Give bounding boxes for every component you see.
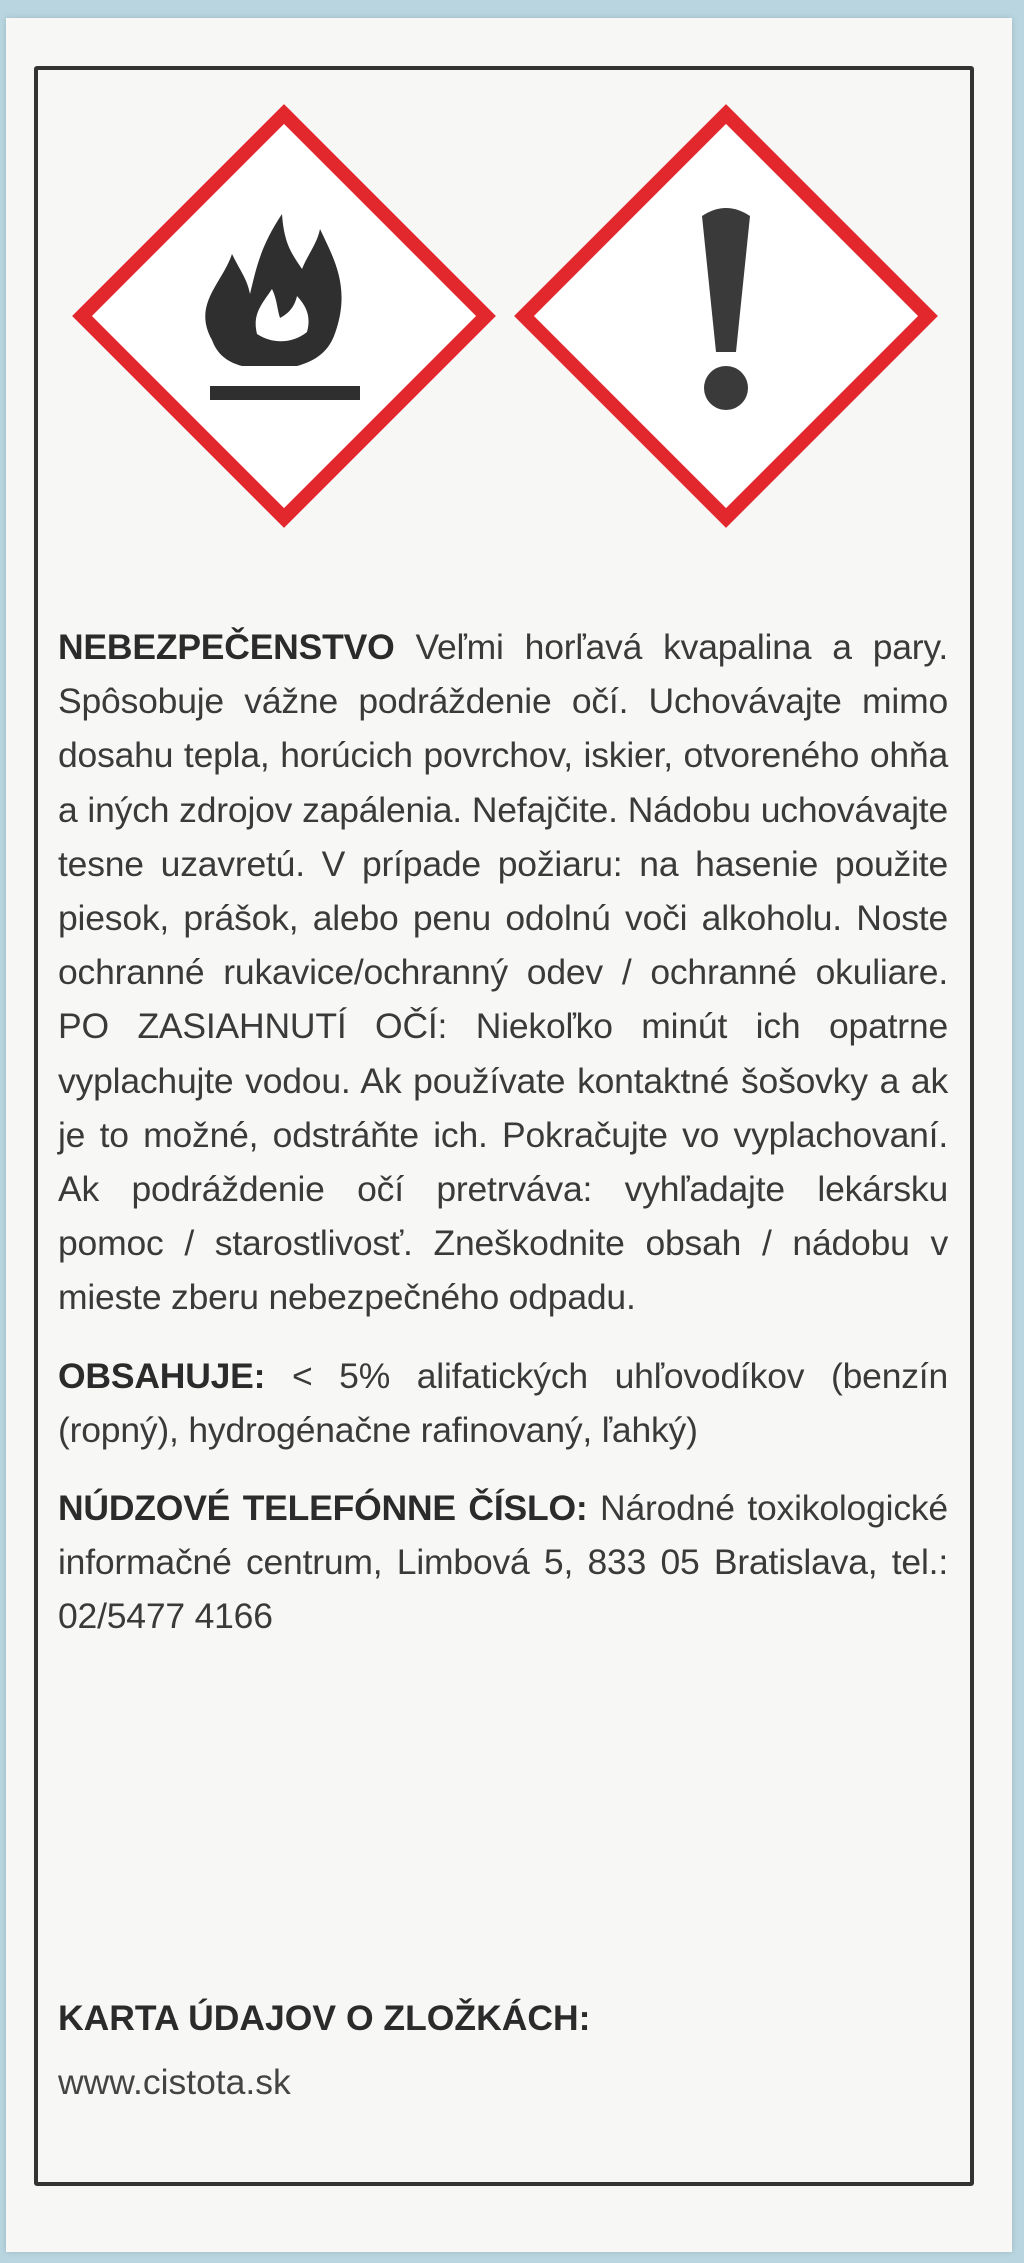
emergency-label: NÚDZOVÉ TELEFÓNNE ČÍSLO: bbox=[58, 1488, 588, 1529]
label-text bbox=[58, 620, 948, 1668]
hazard-pictograms bbox=[56, 104, 956, 584]
hazard-body: Veľmi horľavá kvapalina a pary. Spôsobuje vážne podráždenie očí. Uchovávajte mimo dosahu tepla, horúcich povrchov, iskier, otvoreného ohňa a iných zdrojov zapálenia. Nefajčite. Nádobu uchovávajte tesne uzavretú. V prípade požiaru: na hasenie použite piesok, prášok, alebo penu odolnú voči alkoholu. Noste ochranné rukavice/ochranný odev / ochranné okuliare. PO ZASIAHNUTÍ OČÍ: Niekoľko minút ich opatrne vyplachujte vodou. Ak používate kontaktné šošovky a ak je to možné, odstráňte ich. Pokračujte vo vyplachovaní. Ak podráždenie očí pretrváva: vyhľadajte lekársku pomoc / starostlivosť. Zneškodnite obsah / nádobu v mieste zberu nebezpečného odpadu. bbox=[58, 627, 948, 1318]
hazard-statement bbox=[58, 620, 948, 1325]
ingredients-card-label: KARTA ÚDAJOV O ZLOŽKÁCH: bbox=[58, 1998, 591, 2038]
signal-word: NEBEZPEČENSTVO bbox=[58, 627, 395, 667]
contains-body: < 5% alifatických uhľovodíkov (benzín (ropný), hydrogénačne rafinovaný, ľahký) bbox=[58, 1355, 948, 1450]
emergency-body: Národné toxikologické informačné centrum, Limbová 5, 833 05 Bratislava, tel.: 02/5477 4166 bbox=[58, 1488, 948, 1637]
flame-icon bbox=[72, 104, 496, 528]
contains-label: OBSAHUJE: bbox=[58, 1355, 266, 1396]
contains-section bbox=[58, 1349, 948, 1457]
exclamation-mark-icon bbox=[514, 104, 938, 528]
emergency-section bbox=[58, 1481, 948, 1644]
website-link[interactable]: www.cistota.sk bbox=[58, 2062, 291, 2102]
